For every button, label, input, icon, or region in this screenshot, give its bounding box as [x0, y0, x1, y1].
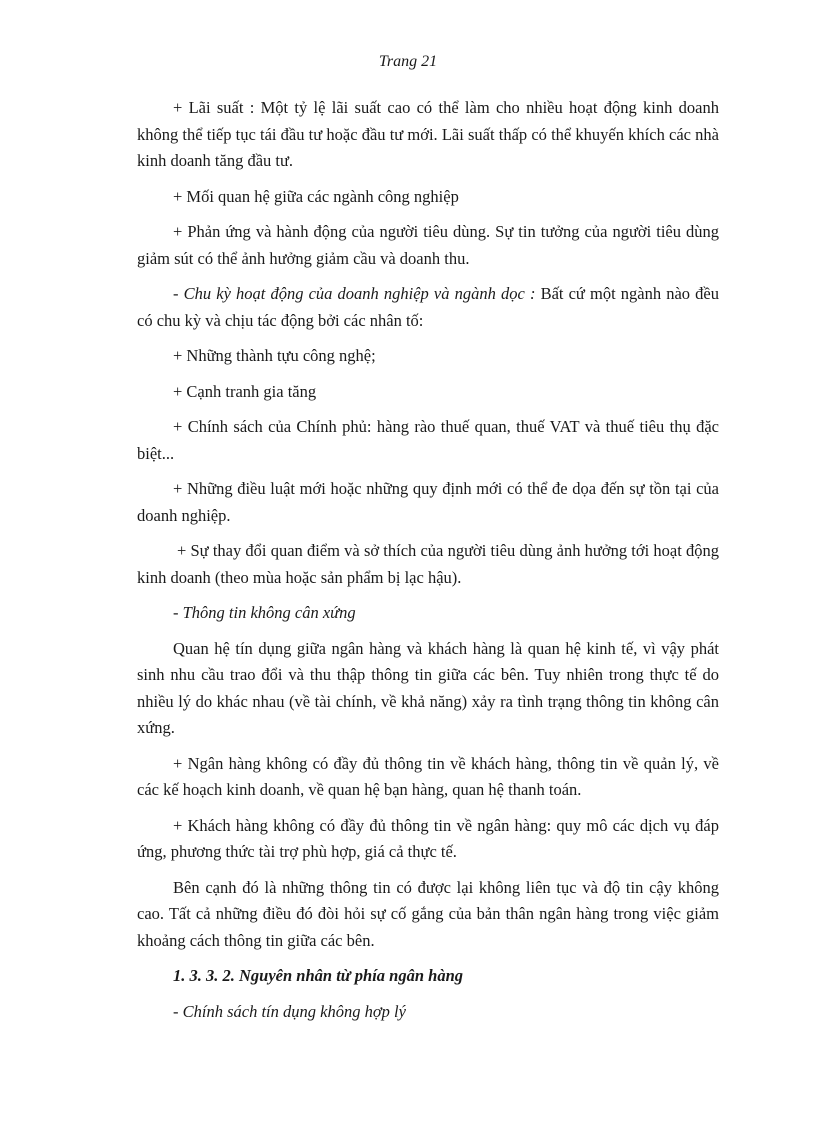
heading-asymmetric-information: - Thông tin không cân xứng — [173, 603, 356, 622]
paragraph-competition: + Cạnh tranh gia tăng — [173, 381, 317, 401]
paragraph-bank-lacks-info: + Ngân hàng không có đầy đủ thông tin về khách hàng, thông tin về quản lý, về các kế hoạch kinh doanh, về quan hệ bạn hàng, quan hệ thanh toán. — [137, 753, 719, 799]
page-number-header: Trang 21 — [378, 53, 438, 70]
paragraph-industry-relations: + Mối quan hệ giữa các ngành công nghiệp — [173, 186, 459, 206]
paragraph-government-policy: + Chính sách của Chính phủ: hàng rào thuế quan, thuế VAT và thuế tiêu thụ đặc biệt... — [137, 417, 719, 463]
paragraph-credit-relationship: Quan hệ tín dụng giữa ngân hàng và khách hàng là quan hệ kinh tế, vì vậy phát sinh nhu cầu trao đổi và thu thập thông tin giữa các bên. Tuy nhiên trong thực tế do nhiều lý do khác nhau (về tài chính, về khả năng) xảy ra tình trạng thông tin không cân xứng. — [137, 638, 719, 737]
paragraph-info-reliability: Bên cạnh đó là những thông tin có được lại không liên tục và độ tin cậy không cao. Tất cả những điều đó đòi hỏi sự cố gắng của bản thân ngân hàng trong việc giảm khoảng cách thông tin giữa các bên. — [137, 877, 719, 950]
section-heading-bank-causes: 1. 3. 3. 2. Nguyên nhân từ phía ngân hàng — [173, 966, 464, 985]
paragraph-consumer-response: + Phản ứng và hành động của người tiêu dùng. Sự tin tưởng của người tiêu dùng giảm sút có thể ảnh hưởng giảm cầu và doanh thu. — [137, 222, 719, 268]
paragraph-interest-rate: + Lãi suất : Một tỷ lệ lãi suất cao có thể làm cho nhiều hoạt động kinh doanh không thể tiếp tục tái đầu tư hoặc đầu tư mới. Lãi suất thấp có thể khuyến khích các nhà kinh doanh tăng đầu tư. — [137, 98, 719, 170]
paragraph-consumer-preferences: + Sự thay đổi quan điểm và sở thích của người tiêu dùng ảnh hưởng tới hoạt động kinh doanh (theo mùa hoặc sản phẩm bị lạc hậu). — [137, 541, 719, 587]
paragraph-customer-lacks-info: + Khách hàng không có đầy đủ thông tin về ngân hàng: quy mô các dịch vụ đáp ứng, phương thức tài trợ phù hợp, giá cả thực tế. — [137, 815, 719, 861]
business-cycle-heading: - Chu kỳ hoạt động của doanh nghiệp và ngành dọc : — [173, 284, 536, 303]
paragraph-technology: + Những thành tựu công nghệ; — [173, 346, 376, 365]
paragraph-business-cycle — [137, 281, 719, 334]
paragraph-new-regulations: + Những điều luật mới hoặc những quy định mới có thể đe dọa đến sự tồn tại của doanh nghiệp. — [137, 479, 719, 525]
business-cycle-text: Bất cứ một ngành nào đều có chu kỳ và chịu tác động bởi các nhân tố: — [137, 284, 719, 330]
heading-credit-policy: - Chính sách tín dụng không hợp lý — [173, 1001, 406, 1021]
document-body — [137, 95, 719, 1034]
